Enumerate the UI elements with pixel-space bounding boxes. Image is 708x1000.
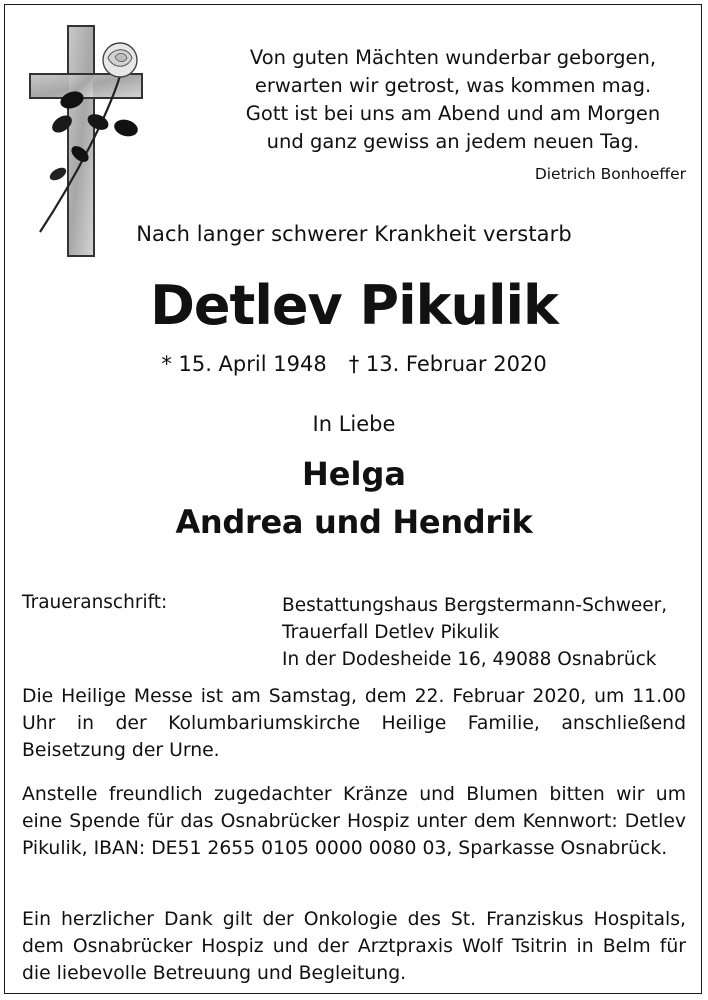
deceased-name: Detlev Pikulik <box>150 274 558 337</box>
address-label: Traueranschrift: <box>22 592 168 613</box>
poem <box>160 44 686 156</box>
poem-line: Von guten Mächten wunderbar geborgen, <box>249 46 657 69</box>
address-line: Trauerfall Detlev Pikulik <box>282 622 500 643</box>
poem-author: Dietrich Bonhoeffer <box>534 165 686 183</box>
death-date: † 13. Februar 2020 <box>348 352 547 376</box>
life-dates <box>0 352 708 376</box>
in-love-text: In Liebe <box>312 412 396 436</box>
intro-text: Nach langer schwerer Krankheit verstarb <box>136 222 572 246</box>
mourner-name: Helga <box>302 455 406 493</box>
donation-paragraph: Anstelle freundlich zugedachter Kränze und Blumen bitten wir um eine Spende für das Osnabrücker Hospiz unter dem Kennwort: Detlev Pikulik, IBAN: DE51 2655 0105 0000 0080 03, Sparkasse Osnabrück. <box>22 784 686 859</box>
address-block <box>282 592 667 673</box>
poem-line: Gott ist bei uns am Abend und am Morgen <box>245 102 661 125</box>
birth-date: * 15. April 1948 <box>161 352 327 376</box>
address-line: In der Dodesheide 16, 49088 Osnabrück <box>282 649 657 670</box>
funeral-mass-paragraph: Die Heilige Messe ist am Samstag, dem 22. Februar 2020, um 11.00 Uhr in der Kolumbariumskirche Heilige Familie, anschließend Beisetzung der Urne. <box>22 686 686 761</box>
poem-line: erwarten wir getrost, was kommen mag. <box>254 74 652 97</box>
mourner-name: Andrea und Hendrik <box>175 503 533 541</box>
thanks-paragraph: Ein herzlicher Dank gilt der Onkologie des St. Franziskus Hospitals, dem Osnabrücker Hospiz und der Arztpraxis Wolf Tsitrin in Belm für die liebevolle Betreuung und Begleitung. <box>22 909 686 984</box>
poem-line: und ganz gewiss an jedem neuen Tag. <box>266 130 640 153</box>
address-line: Bestattungshaus Bergstermann-Schweer, <box>282 595 668 616</box>
